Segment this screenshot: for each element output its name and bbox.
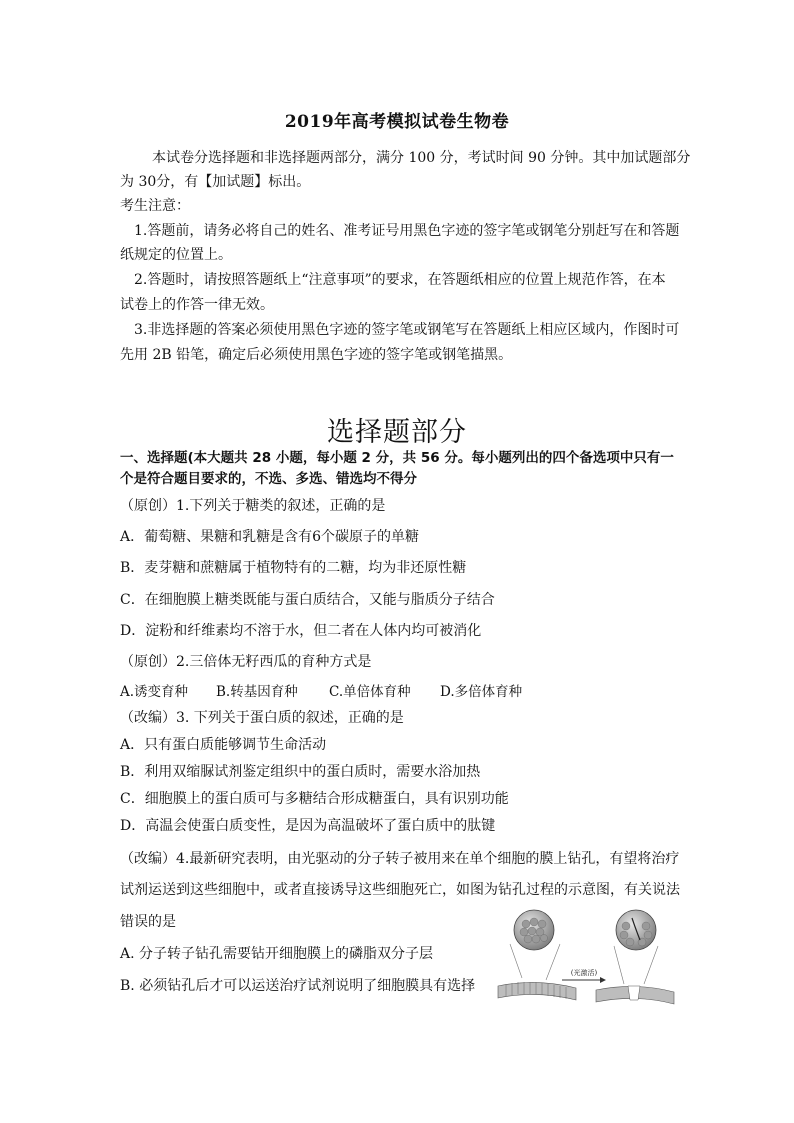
notice-label: 考生注意： bbox=[120, 198, 190, 214]
page-title: 2019年高考模拟试卷生物卷 bbox=[284, 112, 510, 132]
q1-option-a: A．葡萄糖、果糖和乳糖是含有6个碳原子的单糖 bbox=[120, 529, 420, 545]
q3-option-b: B．利用双缩脲试剂鉴定组织中的蛋白质时，需要水浴加热 bbox=[120, 764, 481, 780]
notice-2b: 试卷上的作答一律无效。 bbox=[120, 297, 274, 313]
part1-instruction-2: 个是符合题目要求的，不选、多选、错选均不得分 bbox=[120, 471, 417, 487]
q2-stem: （原创）2.三倍体无籽西瓜的育种方式是 bbox=[120, 654, 372, 670]
intro-line-2: 为 30分，有【加试题】标出。 bbox=[120, 174, 311, 190]
membrane-drilling-figure bbox=[496, 908, 676, 1008]
notice-2a: 2.答题时，请按照答题纸上“注意事项”的要求，在答题纸相应的位置上规范作答，在本 bbox=[134, 272, 666, 288]
q4-option-b: B. 必须钻孔后才可以运送治疗试剂说明了细胞膜具有选择 bbox=[120, 978, 476, 994]
q2-option-d: D.多倍体育种 bbox=[440, 684, 523, 700]
q4-option-a: A. 分子转子钻孔需要钻开细胞膜上的磷脂双分子层 bbox=[120, 946, 434, 962]
q1-option-b: B．麦芽糖和蔗糖属于植物特有的二糖，均为非还原性糖 bbox=[120, 560, 467, 576]
notice-1a: 1.答题前，请务必将自己的姓名、准考证号用黑色字迹的签字笔或钢笔分别赶写在和答题 bbox=[134, 223, 680, 239]
arrow-icon bbox=[562, 977, 606, 983]
notice-3a: 3.非选择题的答案必须使用黑色字迹的签字笔或钢笔写在答题纸上相应区域内，作图时可 bbox=[134, 322, 680, 338]
q4-stem-2: 试剂运送到这些细胞中，或者直接诱导这些细胞死亡，如图为钻孔过程的示意图，有关说法 bbox=[120, 882, 680, 898]
section-title: 选择题部分 bbox=[327, 417, 467, 448]
membrane-before bbox=[498, 910, 576, 1000]
q2-options bbox=[120, 682, 522, 702]
part1-instruction-1: 一、选择题(本大题共 28 小题，每小题 2 分，共 56 分。每小题列出的四个备选项中只有一 bbox=[120, 450, 674, 466]
notice-1b: 纸规定的位置上。 bbox=[120, 247, 232, 263]
q3-option-c: C．细胞膜上的蛋白质可与多糖结合形成糖蛋白，具有识别功能 bbox=[120, 791, 509, 807]
q3-option-d: D．高温会使蛋白质变性，是因为高温破坏了蛋白质中的肽键 bbox=[120, 818, 496, 834]
membrane-after bbox=[596, 910, 674, 1004]
q3-stem: （改编）3. 下列关于蛋白质的叙述，正确的是 bbox=[120, 710, 404, 726]
q4-stem-1: （改编）4.最新研究表明，由光驱动的分子转子被用来在单个细胞的膜上钻孔，有望将治疗 bbox=[120, 851, 680, 867]
q2-option-b: B.转基因育种 bbox=[216, 684, 298, 700]
notice-3b: 先用 2B 铅笔，确定后必须使用黑色字迹的签字笔或钢笔描黑。 bbox=[120, 347, 513, 363]
q1-option-c: C．在细胞膜上糖类既能与蛋白质结合，又能与脂质分子结合 bbox=[120, 592, 495, 608]
q4-stem-3: 错误的是 bbox=[120, 914, 176, 930]
figure-label: (光激活) bbox=[570, 969, 598, 977]
q2-option-a: A.诱变育种 bbox=[120, 684, 189, 700]
q3-option-a: A．只有蛋白质能够调节生命活动 bbox=[120, 737, 327, 753]
q1-option-d: D．淀粉和纤维素均不溶于水，但二者在人体内均可被消化 bbox=[120, 623, 482, 639]
q1-stem: （原创）1.下列关于糖类的叙述，正确的是 bbox=[120, 498, 386, 514]
intro-line-1: 本试卷分选择题和非选择题两部分，满分 100 分，考试时间 90 分钟。其中加试题部分 bbox=[152, 150, 691, 166]
q2-option-c: C.单倍体育种 bbox=[329, 684, 411, 700]
